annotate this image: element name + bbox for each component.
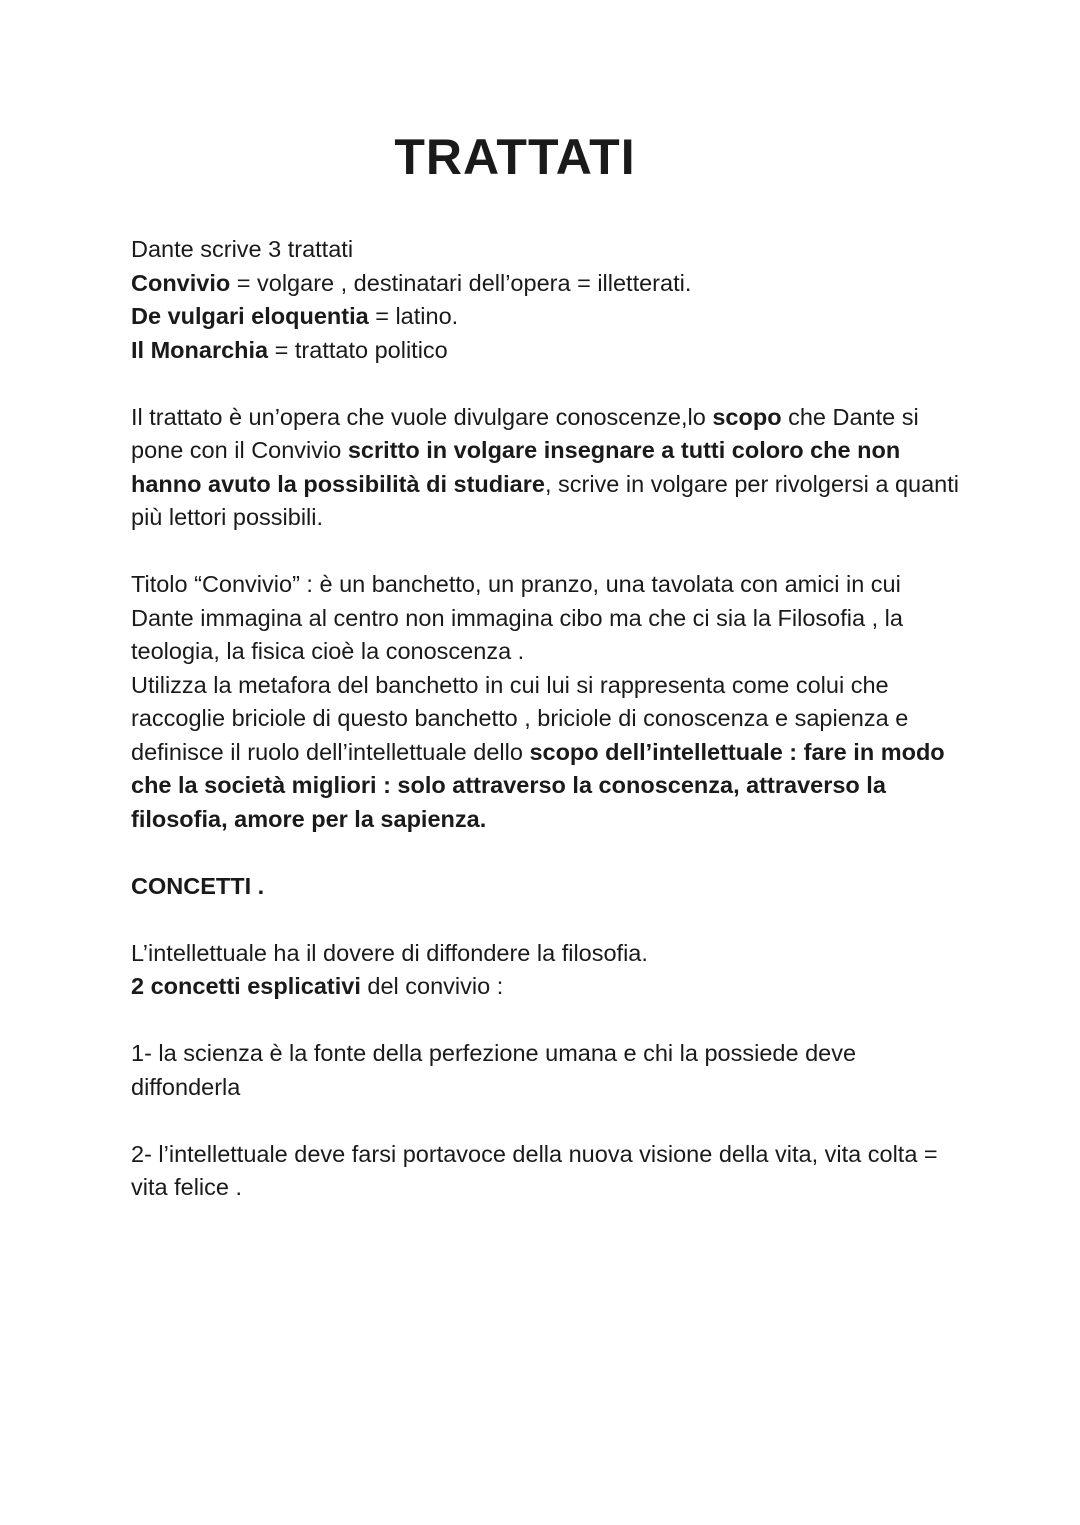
convivio-label: Convivio [131, 269, 231, 296]
intro-line: Dante scrive 3 trattati [131, 236, 354, 262]
page-title: TRATTATI [394, 129, 636, 185]
spacer [131, 903, 961, 937]
devulgari-label: De vulgari eloquentia [131, 303, 369, 329]
para1-text-1: Il trattato è un’opera che vuole divulgare conoscenze,lo [131, 403, 713, 430]
concetti-text: del convivio : [360, 973, 504, 999]
para1-bold-2: scritto in volgare insegnare a tutti coloro che non hanno avuto la possibilità di studiare [131, 437, 901, 497]
para1-text-2: che Dante si pone con il Convivio [131, 403, 919, 463]
para1-bold-1: scopo [712, 403, 782, 430]
convivio-text: = volgare , destinatari dell’opera = illetterati. [230, 269, 692, 296]
spacer [131, 1104, 961, 1138]
monarchia-line [131, 334, 961, 368]
spacer [131, 367, 961, 401]
concetti-heading-text: CONCETTI . [131, 872, 265, 899]
para2-text: Utilizza la metafora del banchetto in cui lui si rappresenta come colui che raccoglie briciole di questo banchetto , briciole di conoscenza e sapienza e definisce il ruolo dell’intellettuale dello [131, 671, 909, 765]
paragraph-metafora [131, 669, 961, 837]
para1-text-3: , scrive in volgare per rivolgersi a quanti più lettori possibili. [131, 470, 959, 530]
spacer [131, 836, 961, 870]
concetti-heading [131, 870, 961, 904]
paragraph-concetti [131, 970, 961, 1004]
document-body [131, 233, 961, 1205]
point-2: 2- l’intellettuale deve farsi portavoce della nuova visione della vita, vita colta = vita felice . [131, 1140, 938, 1200]
monarchia-text: = trattato politico [268, 336, 448, 363]
paragraph-trattato [131, 401, 961, 535]
convivio-line [131, 267, 961, 301]
concetti-bold: 2 concetti esplicativi [131, 973, 361, 999]
paragraph-dovere: L’intellettuale ha il dovere di diffondere la filosofia. [131, 939, 648, 966]
point-1: 1- la scienza è la fonte della perfezione umana e chi la possiede deve diffonderla [131, 1040, 857, 1100]
para2-bold: scopo dell’intellettuale : fare in modo che la società migliori : solo attraverso la conoscenza, attraverso la filosofia, amore per la sapienza. [131, 738, 945, 832]
spacer [131, 535, 961, 569]
devulgari-line [131, 300, 961, 334]
devulgari-text: = latino. [368, 303, 459, 329]
spacer [131, 1004, 961, 1038]
monarchia-label: Il Monarchia [131, 336, 269, 363]
paragraph-titolo: Titolo “Convivio” : è un banchetto, un pranzo, una tavolata con amici in cui Dante immagina al centro non immagina cibo ma che ci sia la Filosofia , la teologia, la fisica cioè la conoscenza . [131, 571, 903, 664]
